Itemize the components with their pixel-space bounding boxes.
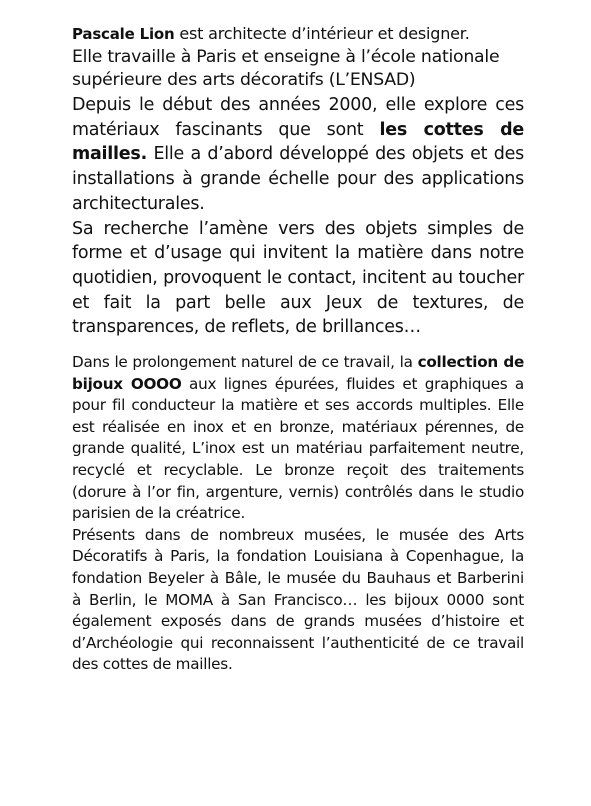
designer-name: Pascale Lion: [72, 25, 175, 43]
intro-line-2: Elle travaille à Paris et enseigne à l’école nationale supérieure des arts décoratifs (L’ENSAD): [72, 47, 500, 90]
intro-line-1-rest: est architecte d’intérieur et designer.: [174, 24, 470, 43]
research-paragraph: [72, 93, 524, 217]
objects-paragraph: Sa recherche l’amène vers des objets simples de forme et d’usage qui invitent la matière dans notre quotidien, provoquent le contact, incitent au toucher et fait la part belle aux Jeux de textures, de transparences, de reflets, de brillances…: [72, 218, 524, 338]
collection-paragraph: [72, 352, 524, 525]
document-page: [72, 0, 524, 676]
collection-text-before: Dans le prolongement naturel de ce travail, la: [72, 353, 418, 372]
research-text-before: Depuis le début des années 2000, elle explore ces matériaux fascinants que sont: [72, 95, 524, 140]
collection-text-after: aux lignes épurées, fluides et graphiques a pour fil conducteur la matière et ses accords multiples. Elle est réalisée en inox et en bronze, matériaux pérennes, de grande qualité, L’inox est un matériau parfaitement neutre, recyclé et recyclable. Le bronze reçoit des traitements (dorure à l’or fin, argenture, vernis) contrôlés dans le studio parisien de la créatrice.: [72, 374, 524, 523]
research-highlight: les cottes de mailles.: [72, 119, 525, 165]
research-text-after: Elle a d’abord développé des objets et des installations à grande échelle pour des applications architecturales.: [72, 144, 524, 214]
museums-paragraph: Présents dans de nombreux musées, le musée des Arts Décoratifs à Paris, la fondation Louisiana à Copenhague, la fondation Beyeler à Bâle, le musée du Bauhaus et Barberini à Berlin, le MOMA à San Francisco… les bijoux 0000 sont également exposés dans de grands musées d’histoire et d’Archéologie qui reconnaissent l’authenticité de ce travail des cottes de mailles.: [72, 525, 524, 674]
intro-line-1: [72, 0, 524, 46]
collection-highlight: collection de bijoux OOOO: [72, 353, 525, 393]
